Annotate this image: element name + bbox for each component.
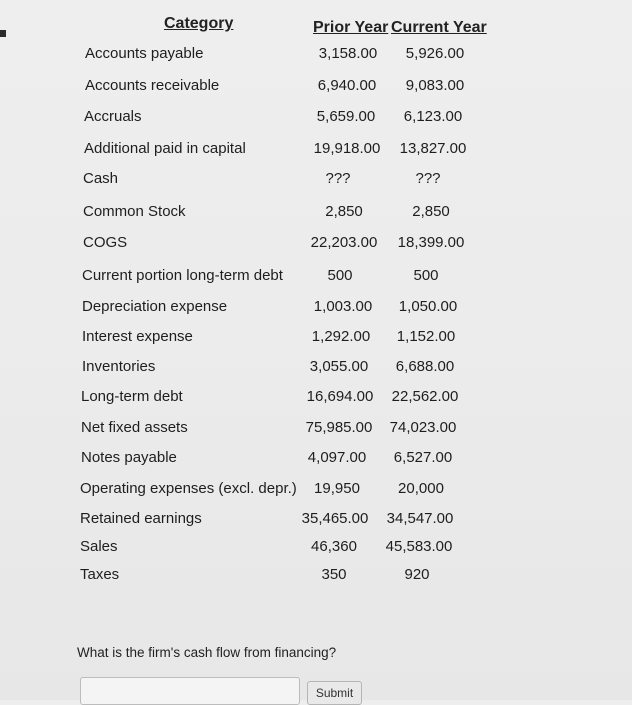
row-current-value: 9,083.00 xyxy=(405,77,465,94)
table-row xyxy=(0,298,632,326)
row-current-value: 6,123.00 xyxy=(403,108,463,125)
header-category: Category xyxy=(164,15,234,32)
row-category: Current portion long-term debt xyxy=(82,267,283,284)
row-prior-value: 19,918.00 xyxy=(313,140,381,157)
row-prior-value: 22,203.00 xyxy=(310,234,378,251)
table-row xyxy=(0,203,632,231)
row-current-value: 5,926.00 xyxy=(405,45,465,62)
row-current-value: ??? xyxy=(415,170,441,187)
row-category: Operating expenses (excl. depr.) xyxy=(80,480,297,497)
table-row xyxy=(0,388,632,416)
row-current-value: 500 xyxy=(413,267,439,284)
row-prior-value: 4,097.00 xyxy=(307,449,367,466)
table-row xyxy=(0,170,632,198)
row-category: Accruals xyxy=(84,108,142,125)
table-row xyxy=(0,358,632,386)
row-prior-value: 16,694.00 xyxy=(306,388,374,405)
row-current-value: 18,399.00 xyxy=(397,234,465,251)
row-category: Taxes xyxy=(80,566,120,583)
header-current-year: Current Year xyxy=(391,19,487,36)
row-prior-value: 3,055.00 xyxy=(309,358,369,375)
row-current-value: 74,023.00 xyxy=(389,419,457,436)
row-current-value: 13,827.00 xyxy=(399,140,467,157)
row-prior-value: 1,292.00 xyxy=(311,328,371,345)
row-category: Inventories xyxy=(82,358,156,375)
row-category: Additional paid in capital xyxy=(84,140,246,157)
table-row xyxy=(0,480,632,508)
row-current-value: 6,527.00 xyxy=(393,449,453,466)
table-row xyxy=(0,108,632,136)
row-category: Accounts receivable xyxy=(85,77,220,94)
table-row xyxy=(0,566,632,594)
row-prior-value: 5,659.00 xyxy=(316,108,376,125)
row-category: Sales xyxy=(80,538,118,555)
row-prior-value: 350 xyxy=(321,566,347,583)
row-category: Common Stock xyxy=(83,203,186,220)
row-category: COGS xyxy=(83,234,128,251)
table-row xyxy=(0,328,632,356)
row-category: Net fixed assets xyxy=(81,419,188,436)
row-category: Long-term debt xyxy=(81,388,183,405)
table-row xyxy=(0,267,632,295)
row-prior-value: 6,940.00 xyxy=(317,77,377,94)
row-prior-value: 1,003.00 xyxy=(313,298,373,315)
table-row xyxy=(0,45,632,73)
table-row xyxy=(0,77,632,105)
table-row xyxy=(0,510,632,538)
table-row xyxy=(0,449,632,477)
row-category: Interest expense xyxy=(82,328,193,345)
header-prior-year: Prior Year xyxy=(313,19,389,36)
row-category: Accounts payable xyxy=(85,45,204,62)
row-category: Depreciation expense xyxy=(82,298,228,315)
row-prior-value: 2,850 xyxy=(325,203,363,220)
row-current-value: 34,547.00 xyxy=(386,510,454,527)
row-category: Cash xyxy=(83,170,119,187)
row-current-value: 22,562.00 xyxy=(391,388,459,405)
answer-input[interactable] xyxy=(80,677,300,705)
row-prior-value: 500 xyxy=(327,267,353,284)
row-current-value: 920 xyxy=(404,566,430,583)
row-category: Notes payable xyxy=(81,449,177,466)
table-row xyxy=(0,538,632,566)
row-current-value: 20,000 xyxy=(398,480,444,497)
row-category: Retained earnings xyxy=(80,510,202,527)
question-text: What is the firm's cash flow from financing? xyxy=(77,645,337,660)
row-prior-value: ??? xyxy=(325,170,351,187)
row-current-value: 2,850 xyxy=(412,203,450,220)
row-current-value: 6,688.00 xyxy=(395,358,455,375)
row-current-value: 1,152.00 xyxy=(396,328,456,345)
row-prior-value: 3,158.00 xyxy=(318,45,378,62)
submit-button[interactable]: Submit xyxy=(307,681,362,705)
row-current-value: 45,583.00 xyxy=(385,538,453,555)
row-prior-value: 46,360 xyxy=(311,538,357,555)
row-prior-value: 35,465.00 xyxy=(301,510,369,527)
table-row xyxy=(0,419,632,447)
row-prior-value: 19,950 xyxy=(314,480,360,497)
table-row xyxy=(0,140,632,168)
row-current-value: 1,050.00 xyxy=(398,298,458,315)
table-row xyxy=(0,234,632,262)
row-prior-value: 75,985.00 xyxy=(305,419,373,436)
